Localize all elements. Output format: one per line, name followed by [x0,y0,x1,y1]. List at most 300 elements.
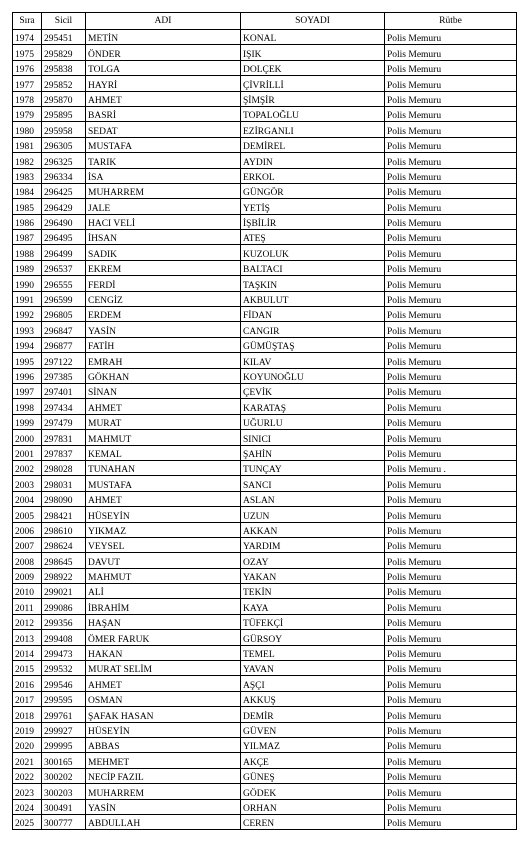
cell-sicil: 296325 [42,153,86,168]
cell-soyadi: TAŞKIN [241,276,385,291]
cell-soyadi: DEMİR [241,707,385,722]
cell-sira: 2021 [13,753,42,768]
cell-soyadi: BALTACI [241,260,385,275]
cell-soyadi: İŞBİLİR [241,214,385,229]
cell-adi: METİN [86,30,241,45]
table-row [13,153,517,168]
cell-rutbe: Polis Memuru [385,337,517,352]
cell-sira: 2009 [13,568,42,583]
cell-adi: AHMET [86,91,241,106]
cell-soyadi: UZUN [241,507,385,522]
cell-rutbe: Polis Memuru [385,707,517,722]
cell-sira: 1985 [13,199,42,214]
cell-rutbe: Polis Memuru [385,307,517,322]
cell-sicil: 299473 [42,645,86,660]
cell-soyadi: DOLÇEK [241,60,385,75]
cell-rutbe: Polis Memuru [385,799,517,814]
cell-sicil: 297385 [42,368,86,383]
cell-soyadi: GÜVEN [241,722,385,737]
cell-sicil: 296877 [42,337,86,352]
cell-soyadi: IŞIK [241,45,385,60]
cell-sicil: 296555 [42,276,86,291]
cell-adi: TARIK [86,153,241,168]
cell-sicil: 296805 [42,307,86,322]
cell-sicil: 298624 [42,537,86,552]
cell-sira: 1978 [13,91,42,106]
cell-sicil: 296305 [42,137,86,152]
cell-sicil: 295829 [42,45,86,60]
table-row [13,507,517,522]
cell-rutbe: Polis Memuru [385,614,517,629]
cell-rutbe: Polis Memuru [385,661,517,676]
cell-adi: HACI VELİ [86,214,241,229]
cell-sicil: 295958 [42,122,86,137]
table-row [13,106,517,121]
table-row [13,537,517,552]
cell-adi: GÖKHAN [86,368,241,383]
cell-sicil: 300203 [42,784,86,799]
cell-rutbe: Polis Memuru [385,553,517,568]
cell-sicil: 299995 [42,737,86,752]
cell-adi: VEYSEL [86,537,241,552]
cell-soyadi: GÜNGÖR [241,183,385,198]
cell-rutbe: Polis Memuru [385,153,517,168]
table-row [13,568,517,583]
cell-sira: 2013 [13,630,42,645]
cell-sicil: 295451 [42,30,86,45]
table-row [13,260,517,275]
cell-rutbe: Polis Memuru [385,291,517,306]
table-row [13,353,517,368]
table-row [13,614,517,629]
cell-soyadi: AYDIN [241,153,385,168]
cell-soyadi: YILMAZ [241,737,385,752]
table-row [13,645,517,660]
cell-rutbe: Polis Memuru [385,599,517,614]
cell-rutbe: Polis Memuru [385,60,517,75]
cell-sicil: 295895 [42,106,86,121]
cell-soyadi: CEREN [241,814,385,829]
cell-sira: 1995 [13,353,42,368]
cell-sira: 2011 [13,599,42,614]
cell-sicil: 299408 [42,630,86,645]
cell-sira: 1974 [13,30,42,45]
cell-adi: KEMAL [86,445,241,460]
table-row [13,291,517,306]
cell-sicil: 300165 [42,753,86,768]
cell-sira: 1994 [13,337,42,352]
cell-soyadi: TOPALOĞLU [241,106,385,121]
cell-sira: 1987 [13,230,42,245]
cell-adi: SEDAT [86,122,241,137]
cell-sira: 2001 [13,445,42,460]
cell-sira: 2006 [13,522,42,537]
cell-sicil: 299356 [42,614,86,629]
cell-adi: ERDEM [86,307,241,322]
cell-sicil: 298090 [42,491,86,506]
cell-soyadi: KUZOLUK [241,245,385,260]
table-body [13,30,517,830]
cell-adi: YASİN [86,799,241,814]
cell-rutbe: Polis Memuru [385,214,517,229]
cell-sira: 1988 [13,245,42,260]
cell-sira: 1982 [13,153,42,168]
cell-sicil: 299021 [42,584,86,599]
cell-adi: FATİH [86,337,241,352]
cell-adi: İHSAN [86,230,241,245]
cell-soyadi: TUNÇAY [241,460,385,475]
cell-rutbe: Polis Memuru [385,430,517,445]
table-row [13,799,517,814]
cell-soyadi: AKÇE [241,753,385,768]
cell-soyadi: SANCI [241,476,385,491]
cell-adi: YIKMAZ [86,522,241,537]
cell-adi: BASRİ [86,106,241,121]
cell-soyadi: ORHAN [241,799,385,814]
cell-sicil: 296425 [42,183,86,198]
cell-sira: 1989 [13,260,42,275]
cell-sira: 2008 [13,553,42,568]
table-row [13,307,517,322]
table-row [13,491,517,506]
cell-soyadi: ERKOL [241,168,385,183]
table-row [13,599,517,614]
cell-sira: 1992 [13,307,42,322]
table-row [13,522,517,537]
cell-rutbe: Polis Memuru [385,768,517,783]
table-row [13,276,517,291]
cell-rutbe: Polis Memuru [385,106,517,121]
table-row [13,383,517,398]
cell-sira: 1979 [13,106,42,121]
table-row [13,60,517,75]
table-row [13,91,517,106]
cell-adi: HÜSEYİN [86,722,241,737]
table-row [13,676,517,691]
cell-soyadi: ÇEVİK [241,383,385,398]
cell-sira: 2020 [13,737,42,752]
cell-sira: 2022 [13,768,42,783]
cell-rutbe: Polis Memuru [385,383,517,398]
cell-sira: 1997 [13,383,42,398]
cell-sira: 1983 [13,168,42,183]
cell-rutbe: Polis Memuru [385,537,517,552]
cell-soyadi: ASLAN [241,491,385,506]
cell-sicil: 298610 [42,522,86,537]
table-row [13,445,517,460]
cell-soyadi: YARDIM [241,537,385,552]
cell-soyadi: ŞİMŞİR [241,91,385,106]
table-row [13,630,517,645]
cell-soyadi: AKKUŞ [241,691,385,706]
cell-soyadi: GÜRSOY [241,630,385,645]
cell-rutbe: Polis Memuru [385,445,517,460]
cell-sicil: 296847 [42,322,86,337]
cell-rutbe: Polis Memuru [385,630,517,645]
cell-adi: MURAT SELİM [86,661,241,676]
cell-adi: MURAT [86,414,241,429]
cell-adi: HAYRİ [86,76,241,91]
cell-sicil: 296495 [42,230,86,245]
cell-rutbe: Polis Memuru [385,753,517,768]
cell-sicil: 298645 [42,553,86,568]
table-row [13,322,517,337]
table-row [13,122,517,137]
table-row [13,430,517,445]
cell-sicil: 296429 [42,199,86,214]
cell-sira: 2023 [13,784,42,799]
cell-sira: 1984 [13,183,42,198]
cell-rutbe: Polis Memuru [385,645,517,660]
table-row [13,137,517,152]
table-row [13,814,517,829]
cell-sira: 2010 [13,584,42,599]
table-row [13,230,517,245]
cell-adi: AHMET [86,399,241,414]
cell-soyadi: ÇİVRİLLİ [241,76,385,91]
cell-soyadi: YETİŞ [241,199,385,214]
cell-sira: 1999 [13,414,42,429]
cell-sira: 1990 [13,276,42,291]
cell-sicil: 297837 [42,445,86,460]
cell-sira: 2002 [13,460,42,475]
cell-rutbe: Polis Memuru [385,353,517,368]
table-row [13,214,517,229]
table-row [13,768,517,783]
cell-sicil: 295870 [42,91,86,106]
cell-sicil: 299086 [42,599,86,614]
cell-sira: 2017 [13,691,42,706]
table-row [13,584,517,599]
cell-adi: HÜSEYİN [86,507,241,522]
cell-adi: EKREM [86,260,241,275]
cell-soyadi: EZİRGANLI [241,122,385,137]
table-row [13,661,517,676]
cell-sira: 1996 [13,368,42,383]
header-adi: ADI [86,13,241,30]
cell-sira: 2024 [13,799,42,814]
cell-soyadi: KAYA [241,599,385,614]
table-row [13,76,517,91]
cell-sira: 2016 [13,676,42,691]
cell-soyadi: OZAY [241,553,385,568]
personnel-table [12,12,517,830]
table-row [13,722,517,737]
table-row [13,183,517,198]
table-row [13,399,517,414]
cell-soyadi: GÖDEK [241,784,385,799]
cell-rutbe: Polis Memuru [385,260,517,275]
cell-soyadi: KILAV [241,353,385,368]
cell-rutbe: Polis Memuru [385,476,517,491]
document-page [12,12,516,830]
cell-sicil: 298028 [42,460,86,475]
cell-sicil: 299927 [42,722,86,737]
cell-rutbe: Polis Memuru [385,814,517,829]
cell-rutbe: Polis Memuru [385,399,517,414]
cell-soyadi: ATEŞ [241,230,385,245]
table-row [13,245,517,260]
cell-rutbe: Polis Memuru [385,568,517,583]
cell-soyadi: KOYUNOĞLU [241,368,385,383]
cell-soyadi: GÜMÜŞTAŞ [241,337,385,352]
cell-adi: EMRAH [86,353,241,368]
cell-adi: MUHARREM [86,784,241,799]
cell-sira: 2014 [13,645,42,660]
cell-adi: MAHMUT [86,568,241,583]
table-row [13,199,517,214]
cell-adi: ÖNDER [86,45,241,60]
cell-sira: 2004 [13,491,42,506]
cell-sira: 1993 [13,322,42,337]
cell-adi: MUSTAFA [86,137,241,152]
table-row [13,168,517,183]
cell-rutbe: Polis Memuru [385,276,517,291]
cell-rutbe: Polis Memuru [385,414,517,429]
table-row [13,476,517,491]
cell-sicil: 299595 [42,691,86,706]
cell-adi: CENGİZ [86,291,241,306]
cell-adi: ABDULLAH [86,814,241,829]
cell-rutbe: Polis Memuru [385,322,517,337]
cell-sira: 1986 [13,214,42,229]
cell-adi: ÖMER FARUK [86,630,241,645]
cell-rutbe: Polis Memuru [385,122,517,137]
cell-adi: HAKAN [86,645,241,660]
cell-adi: MEHMET [86,753,241,768]
cell-rutbe: Polis Memuru [385,168,517,183]
cell-adi: YASİN [86,322,241,337]
cell-rutbe: Polis Memuru [385,183,517,198]
cell-sicil: 296490 [42,214,86,229]
cell-sira: 2019 [13,722,42,737]
table-row [13,737,517,752]
cell-sira: 1980 [13,122,42,137]
cell-soyadi: TÜFEKÇİ [241,614,385,629]
cell-soyadi: CANGIR [241,322,385,337]
cell-adi: SİNAN [86,383,241,398]
cell-adi: MUSTAFA [86,476,241,491]
cell-soyadi: AKKAN [241,522,385,537]
cell-rutbe: Polis Memuru [385,230,517,245]
cell-soyadi: ŞAHİN [241,445,385,460]
header-rutbe: Rütbe [385,13,517,30]
cell-soyadi: SINICI [241,430,385,445]
cell-sicil: 299546 [42,676,86,691]
cell-rutbe: Polis Memuru [385,76,517,91]
table-row [13,45,517,60]
cell-sicil: 300777 [42,814,86,829]
table-row [13,30,517,45]
cell-rutbe: Polis Memuru [385,491,517,506]
cell-sira: 1998 [13,399,42,414]
cell-adi: ALİ [86,584,241,599]
cell-sicil: 297479 [42,414,86,429]
header-soyadi: SOYADI [241,13,385,30]
cell-rutbe: Polis Memuru [385,199,517,214]
table-row [13,414,517,429]
cell-sicil: 296499 [42,245,86,260]
header-sicil: Sicil [42,13,86,30]
cell-adi: MAHMUT [86,430,241,445]
cell-sira: 1991 [13,291,42,306]
cell-sicil: 298031 [42,476,86,491]
cell-soyadi: AKBULUT [241,291,385,306]
cell-sicil: 297401 [42,383,86,398]
cell-adi: İSA [86,168,241,183]
cell-soyadi: YAVAN [241,661,385,676]
cell-sira: 2007 [13,537,42,552]
cell-rutbe: Polis Memuru [385,584,517,599]
cell-sicil: 297831 [42,430,86,445]
cell-sicil: 295852 [42,76,86,91]
cell-soyadi: AŞÇI [241,676,385,691]
cell-sira: 1977 [13,76,42,91]
cell-sicil: 296334 [42,168,86,183]
cell-adi: TOLGA [86,60,241,75]
cell-sicil: 298421 [42,507,86,522]
cell-rutbe: Polis Memuru [385,245,517,260]
table-row [13,784,517,799]
cell-rutbe: Polis Memuru [385,30,517,45]
cell-soyadi: UĞURLU [241,414,385,429]
cell-rutbe: Polis Memuru [385,722,517,737]
cell-rutbe: Polis Memuru [385,676,517,691]
cell-soyadi: YAKAN [241,568,385,583]
cell-soyadi: KARATAŞ [241,399,385,414]
cell-adi: TUNAHAN [86,460,241,475]
cell-adi: OSMAN [86,691,241,706]
cell-rutbe: Polis Memuru [385,137,517,152]
cell-adi: AHMET [86,491,241,506]
cell-adi: İBRAHİM [86,599,241,614]
cell-sira: 2005 [13,507,42,522]
cell-adi: JALE [86,199,241,214]
cell-adi: MUHARREM [86,183,241,198]
table-row [13,753,517,768]
cell-sicil: 299761 [42,707,86,722]
table-row [13,707,517,722]
cell-rutbe: Polis Memuru [385,91,517,106]
cell-sira: 2003 [13,476,42,491]
cell-sicil: 299532 [42,661,86,676]
cell-rutbe: Polis Memuru . [385,460,517,475]
cell-sira: 2000 [13,430,42,445]
table-row [13,553,517,568]
cell-rutbe: Polis Memuru [385,522,517,537]
cell-sicil: 295838 [42,60,86,75]
cell-adi: ABBAS [86,737,241,752]
table-row [13,337,517,352]
cell-adi: ŞAFAK HASAN [86,707,241,722]
cell-adi: NECİP FAZIL [86,768,241,783]
table-row [13,368,517,383]
header-sira: Sıra [13,13,42,30]
cell-rutbe: Polis Memuru [385,784,517,799]
cell-sicil: 300202 [42,768,86,783]
cell-rutbe: Polis Memuru [385,691,517,706]
cell-sira: 2015 [13,661,42,676]
table-header-row [13,13,517,30]
cell-rutbe: Polis Memuru [385,45,517,60]
cell-adi: FERDİ [86,276,241,291]
cell-soyadi: FİDAN [241,307,385,322]
cell-sicil: 300491 [42,799,86,814]
cell-sira: 2018 [13,707,42,722]
cell-sira: 1976 [13,60,42,75]
cell-adi: SADIK [86,245,241,260]
cell-adi: HAŞAN [86,614,241,629]
